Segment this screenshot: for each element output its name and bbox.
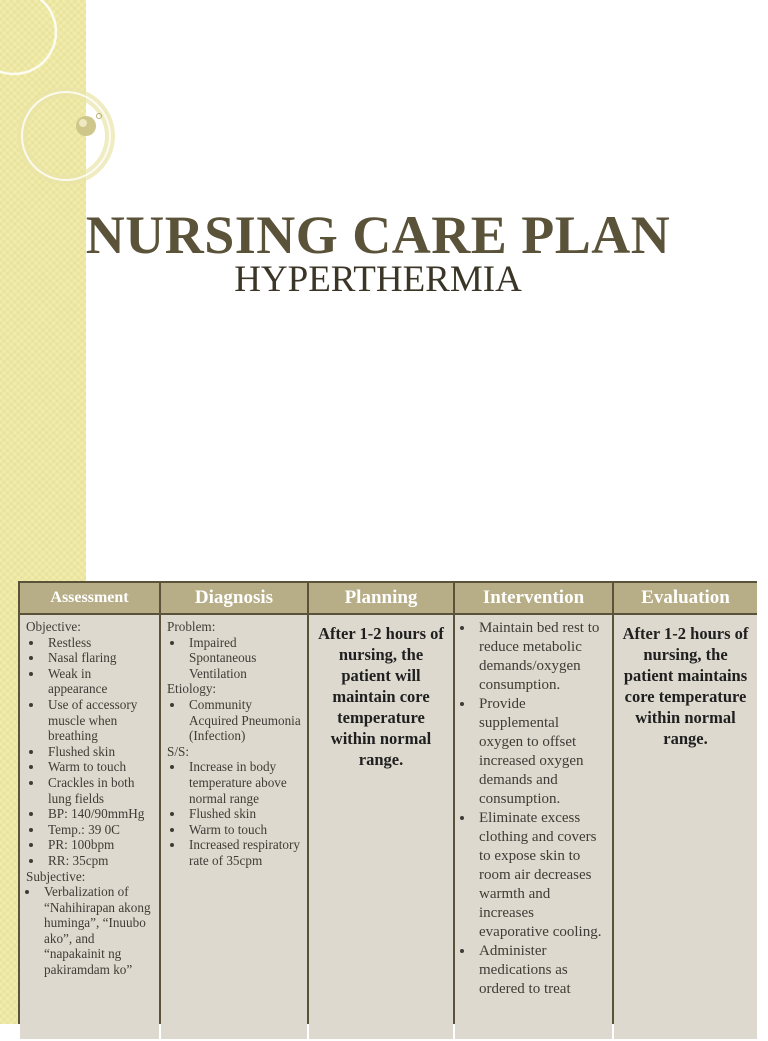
list-item: • Nasal flaring xyxy=(44,650,153,666)
header-intervention: Intervention xyxy=(455,583,612,613)
evaluation-cell xyxy=(614,615,757,1039)
list-item: • Flushed skin xyxy=(44,744,153,760)
header-planning: Planning xyxy=(309,583,453,613)
problem-label: Problem: xyxy=(167,619,216,634)
etiology-list xyxy=(167,697,301,744)
evaluation-text: After 1-2 hours of nursing, the patient maintains core temperature within normal range. xyxy=(622,624,749,748)
objective-label: Objective: xyxy=(26,619,81,634)
header-evaluation: Evaluation xyxy=(614,583,757,613)
objective-list xyxy=(26,635,153,869)
decorative-circles xyxy=(0,0,120,200)
intervention-list xyxy=(461,619,606,999)
list-item: • Maintain bed rest to reduce metabolic demands/oxygen consumption. xyxy=(475,619,606,695)
list-item: • BP: 140/90mmHg xyxy=(44,806,153,822)
header-diagnosis: Diagnosis xyxy=(161,583,307,613)
list-item: • Provide supplemental oxygen to offset increased oxygen demands and consumption. xyxy=(475,695,606,809)
planning-text: After 1-2 hours of nursing, the patient will maintain core temperature within normal range. xyxy=(318,624,444,769)
list-item: • Restless xyxy=(44,635,153,651)
list-item: • Flushed skin xyxy=(185,806,301,822)
list-item: • Weak in appearance xyxy=(44,666,153,697)
list-item: • Crackles in both lung fields xyxy=(44,775,153,806)
list-item: • Temp.: 39 0C xyxy=(44,822,153,838)
signs-symptoms-label: S/S: xyxy=(167,743,189,759)
etiology-label: Etiology: xyxy=(167,681,217,697)
list-item: • Verbalization of “Nahihirapan akong huminga”, “Inuubo ako”, and “napakainit ng pakiramdam ko” xyxy=(40,884,153,978)
signs-symptoms-list xyxy=(167,759,301,868)
list-item: • Increased respiratory rate of 35cpm xyxy=(185,837,301,868)
list-item: • Warm to touch xyxy=(185,822,301,838)
assessment-cell xyxy=(20,615,159,1039)
page-title: NURSING CARE PLAN xyxy=(85,205,671,265)
page-subtitle: HYPERTHERMIA xyxy=(234,259,522,300)
diagnosis-cell xyxy=(161,615,307,1039)
intervention-cell xyxy=(455,615,612,1039)
list-item: • Use of accessory muscle when breathing xyxy=(44,697,153,744)
header-assessment: Assessment xyxy=(20,583,159,613)
care-plan-table-container xyxy=(18,581,757,1024)
subjective-label: Subjective: xyxy=(26,868,86,884)
problem-list xyxy=(167,635,301,682)
list-item: • Community Acquired Pneumonia (Infection) xyxy=(185,697,301,744)
list-item: • PR: 100bpm xyxy=(44,837,153,853)
list-item: • Warm to touch xyxy=(44,759,153,775)
planning-cell xyxy=(309,615,453,1039)
list-item: • Administer medications as ordered to treat xyxy=(475,942,606,999)
list-item: • Increase in body temperature above normal range xyxy=(185,759,301,806)
subjective-list xyxy=(26,884,153,978)
list-item: • RR: 35cpm xyxy=(44,853,153,869)
list-item: • Impaired Spontaneous Ventilation xyxy=(185,635,301,682)
list-item: • Eliminate excess clothing and covers to expose skin to room air decreases warmth and increases evaporative cooling. xyxy=(475,809,606,942)
care-plan-table xyxy=(18,581,759,1041)
